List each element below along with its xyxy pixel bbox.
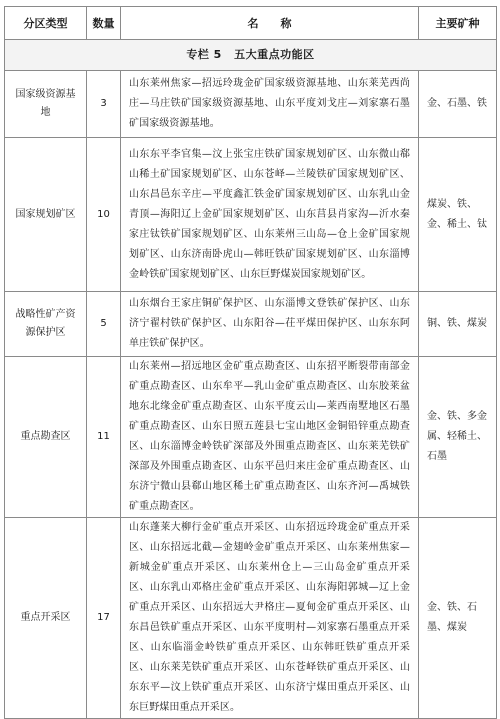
table-row <box>5 518 497 719</box>
zone-count: 5 <box>87 292 121 357</box>
zone-type: 国家级资源基地 <box>5 71 87 138</box>
header-minerals: 主要矿种 <box>419 7 497 40</box>
zone-type: 重点勘查区 <box>5 357 87 518</box>
header-type: 分区类型 <box>5 7 87 40</box>
caption-label: 专栏 5 <box>186 48 222 61</box>
zone-names: 山东蓬莱大柳行金矿重点开采区、山东招远玲珑金矿重点开采区、山东招远北截—金翅岭金矿重点开采区、山东莱州焦家—新城金矿重点开采区、山东莱州仓上—三山岛金矿重点开采区、山东乳山邓格庄金矿重点开采区、山东海阳郭城—辽上金矿重点开采区、山东招远大尹格庄—夏甸金矿重点开采区、山东昌邑铁矿重点开采区、山东平度明村—刘家寨石墨重点开采区、山东临淄金岭铁矿重点开采区、山东韩旺铁矿重点开采区、山东莱芜铁矿重点开采区、山东苍峄铁矿重点开采区、山东东平—汶上铁矿重点开采区、山东济宁煤田重点开采区、山东巨野煤田重点开采区。 <box>121 518 419 719</box>
header-count: 数量 <box>87 7 121 40</box>
caption-title: 五大重点功能区 <box>234 48 315 61</box>
zone-count: 3 <box>87 71 121 138</box>
table-row <box>5 292 497 357</box>
function-zone-table <box>4 6 497 719</box>
zone-type: 战略性矿产资源保护区 <box>5 292 87 357</box>
zone-minerals: 煤炭、铁、金、稀土、钛 <box>419 138 497 292</box>
zone-minerals: 金、铁、石墨、煤炭 <box>419 518 497 719</box>
table-row <box>5 71 497 138</box>
zone-minerals: 金、石墨、铁 <box>419 71 497 138</box>
zone-minerals: 金、铁、多金属、轻稀土、石墨 <box>419 357 497 518</box>
zone-type: 国家规划矿区 <box>5 138 87 292</box>
zone-count: 10 <box>87 138 121 292</box>
zone-names: 山东烟台王家庄铜矿保护区、山东淄博文登铁矿保护区、山东济宁翟村铁矿保护区、山东阳谷—茌平煤田保护区、山东东阿单庄铁矿保护区。 <box>121 292 419 357</box>
table-row <box>5 138 497 292</box>
zone-names: 山东东平李官集—汶上张宝庄铁矿国家规划矿区、山东微山郗山稀土矿国家规划矿区、山东苍峄—兰陵铁矿国家规划矿区、山东昌邑东辛庄—平度鑫汇铁金矿国家规划矿区、山东乳山金青顶—海阳辽上金矿国家规划矿区、山东莒县肖家沟—沂水秦家庄钛铁矿国家规划矿区、山东莱州三山岛—仓上金矿国家规划矿区、山东济南卧虎山—韩旺铁矿国家规划矿区、山东淄博金岭铁矿国家规划矿区、山东巨野煤炭国家规划矿区。 <box>121 138 419 292</box>
table-caption <box>5 40 497 71</box>
zone-type: 重点开采区 <box>5 518 87 719</box>
zone-minerals: 铜、铁、煤炭 <box>419 292 497 357</box>
zone-count: 17 <box>87 518 121 719</box>
header-row <box>5 7 497 40</box>
zone-count: 11 <box>87 357 121 518</box>
caption-row <box>5 40 497 71</box>
table-row <box>5 357 497 518</box>
zone-names: 山东莱州—招远地区金矿重点勘查区、山东招平断裂带南部金矿重点勘查区、山东牟平—乳山金矿重点勘查区、山东胶莱盆地东北缘金矿重点勘查区、山东平度云山—莱西南墅地区石墨矿重点勘查区、山东日照五莲县七宝山地区金铜铅锌重点勘查区、山东淄博金岭铁矿深部及外围重点勘查区、山东莱芜铁矿深部及外围重点勘查区、山东平邑归来庄金矿重点勘查区、山东济宁微山县郗山地区稀土矿重点勘查区、山东齐河—禹城铁矿重点勘查区。 <box>121 357 419 518</box>
zone-names: 山东莱州焦家—招远玲珑金矿国家级资源基地、山东莱芜西尚庄—马庄铁矿国家级资源基地、山东平度刘戈庄—刘家寨石墨矿国家级资源基地。 <box>121 71 419 138</box>
header-name: 名 称 <box>121 7 419 40</box>
